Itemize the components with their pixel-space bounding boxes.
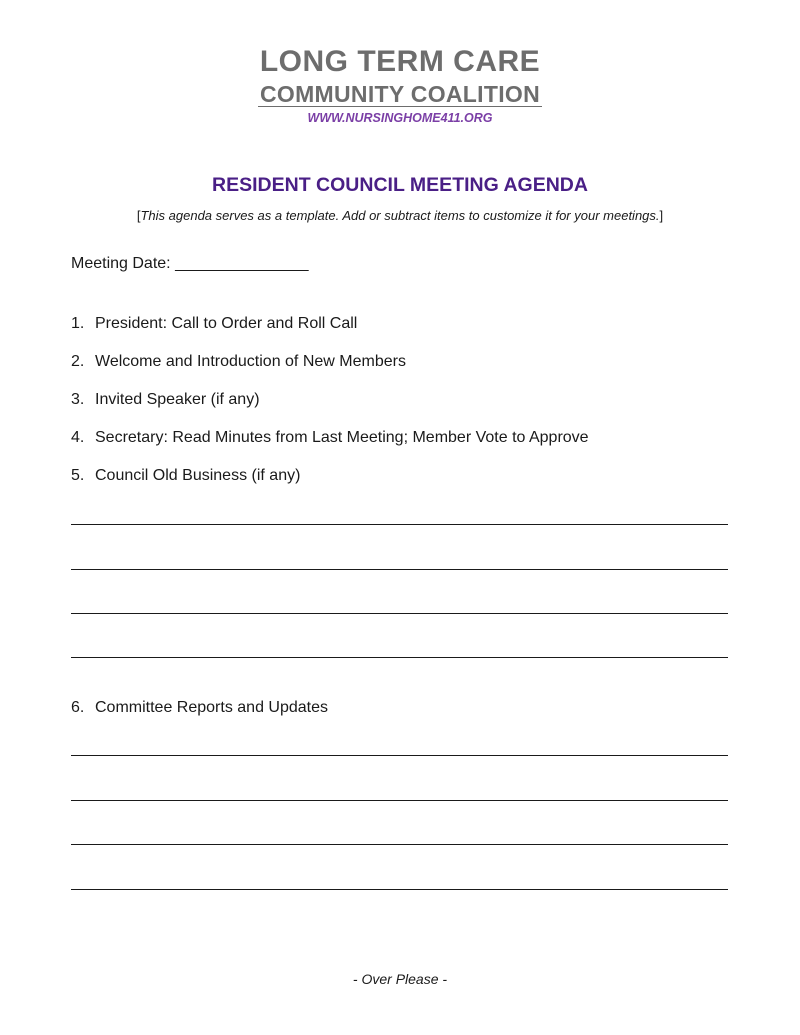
write-in-line <box>71 800 728 801</box>
template-note-text: This agenda serves as a template. Add or subtract items to customize it for your meetings. <box>140 208 660 223</box>
write-in-line <box>71 569 728 570</box>
meeting-date-label: Meeting Date: <box>71 255 171 272</box>
agenda-item-number: 5. <box>71 467 85 484</box>
template-note-open-bracket: [ <box>136 208 141 223</box>
agenda-item-number: 6. <box>71 699 85 716</box>
agenda-item-number: 1. <box>71 315 85 332</box>
agenda-item-text: President: Call to Order and Roll Call <box>95 315 358 332</box>
agenda-item-number: 3. <box>71 391 85 408</box>
agenda-item-text: Invited Speaker (if any) <box>95 391 260 408</box>
write-in-line <box>71 524 728 525</box>
agenda-item-2 <box>71 351 406 373</box>
agenda-item-5 <box>71 465 300 487</box>
page-footer: - Over Please - <box>352 971 448 987</box>
write-in-line <box>71 657 728 658</box>
agenda-item-text: Committee Reports and Updates <box>95 699 328 716</box>
template-note <box>0 206 800 226</box>
write-in-line <box>71 844 728 845</box>
agenda-item-text: Council Old Business (if any) <box>95 467 301 484</box>
meeting-date-blank: _______________ <box>175 255 309 272</box>
agenda-item-4 <box>71 427 589 449</box>
agenda-item-6 <box>71 697 328 719</box>
agenda-item-3 <box>71 389 260 411</box>
meeting-date-field <box>71 253 309 275</box>
logo-line-1: LONG TERM CARE <box>259 45 541 78</box>
write-in-line <box>71 755 728 756</box>
agenda-item-text: Welcome and Introduction of New Members <box>95 353 406 370</box>
agenda-item-text: Secretary: Read Minutes from Last Meeting; Member Vote to Approve <box>95 429 589 446</box>
write-in-line <box>71 613 728 614</box>
logo-url: WWW.NURSINGHOME411.ORG <box>307 111 493 125</box>
logo-line-2: COMMUNITY COALITION <box>260 81 540 107</box>
page-title: RESIDENT COUNCIL MEETING AGENDA <box>212 174 588 196</box>
agenda-item-1 <box>71 313 357 335</box>
write-in-line <box>71 889 728 890</box>
agenda-item-number: 4. <box>71 429 85 446</box>
logo-divider <box>258 106 542 107</box>
template-note-close-bracket: ] <box>659 208 664 223</box>
agenda-item-number: 2. <box>71 353 85 370</box>
